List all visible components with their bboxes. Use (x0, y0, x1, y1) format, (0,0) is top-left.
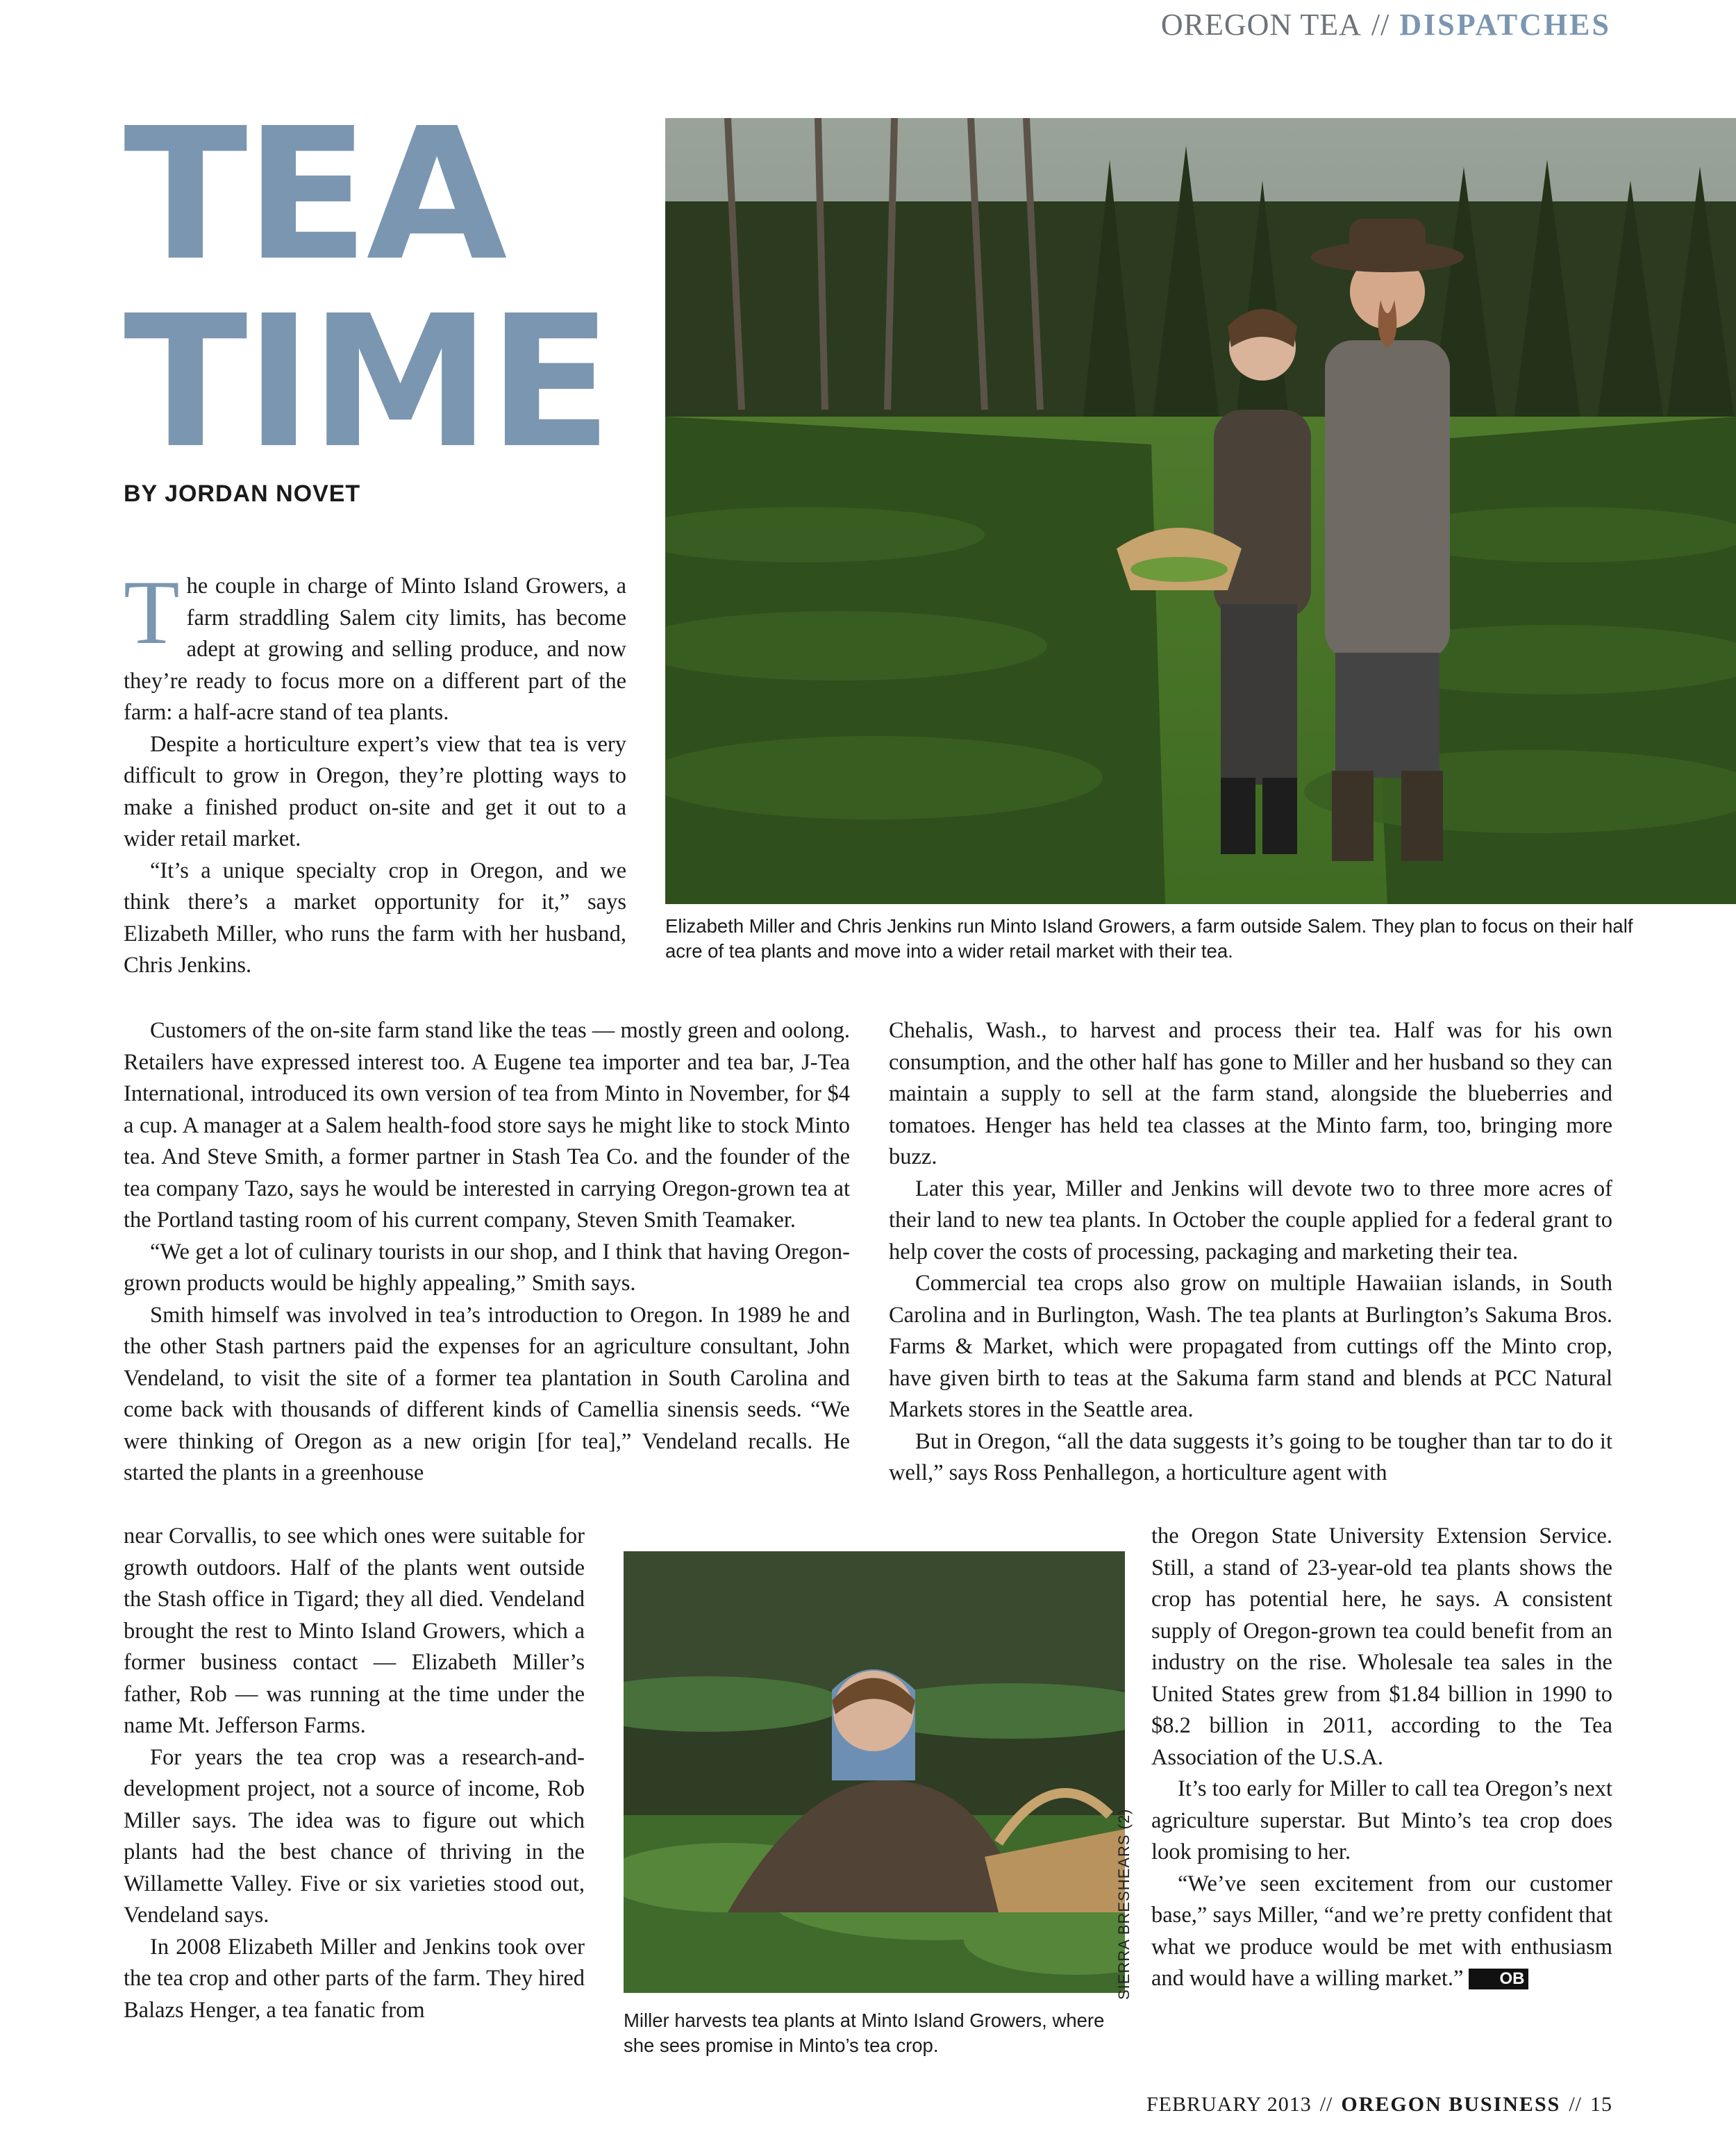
article-paragraph-r3: Commercial tea crops also grow on multiple Hawaiian islands, in South Carolina and in Burlington, Wash. The tea plants at Burlington’s Sakuma Bros. Farms & Market, which were propagated from cuttings off the Minto crop, have given birth to teas at the Sakuma farm stand and blends at PCC Natural Markets stores in the Seattle area. (889, 1271, 1612, 1422)
article-paragraph-3: “It’s a unique specialty crop in Oregon, and we think there’s a market opportunity for it,” says Elizabeth Miller, who runs the farm with her husband, Chris Jenkins. (124, 858, 626, 978)
headline-line-1: TEA (124, 89, 505, 301)
main-photo-couple-in-tea-field (665, 118, 1736, 904)
headline-line-2: TIME (124, 276, 610, 488)
main-photo-caption: Elizabeth Miller and Chris Jenkins run Minto Island Growers, a farm outside Salem. They plan to focus on their half acre of tea plants and move into a wider retail market with their tea. (665, 915, 1633, 962)
article-paragraph-7: For years the tea crop was a research-and-development project, not a source of income, Rob Miller says. The idea was to figure out which plants had the best chance of thriving in the Willamette Valley. Five or six varieties stood out, Vendeland says. (124, 1744, 585, 1928)
footer-separator-1: // (1319, 2093, 1333, 2116)
section-name: OREGON TEA (1160, 8, 1362, 42)
article-paragraph-r6 (1151, 1869, 1612, 1995)
footer-separator-2: // (1569, 2093, 1582, 2116)
second-photo-caption: Miller harvests tea plants at Minto Island Growers, where she sees promise in Minto’s tea crop. (624, 2010, 1105, 2056)
article-paragraph-2: Despite a horticulture expert’s view that tea is very difficult to grow in Oregon, they’re plotting ways to make a finished product on-site and get it out to a wider retail market. (124, 731, 626, 851)
article-paragraph-6: Smith himself was involved in tea’s introduction to Oregon. In 1989 he and the other Stash partners paid the expenses for an agriculture consultant, John Vendeland, to visit the site of a former tea plantation in South Carolina and come back with thousands of different kinds of Camellia sinensis seeds. “We were thinking of Oregon as a new origin [for tea],” Vendeland recalls. He started the plants in a greenhouse (124, 1302, 850, 1485)
article-column-middle-left (124, 1015, 850, 1489)
article-paragraph-8: In 2008 Elizabeth Miller and Jenkins took over the tea crop and other parts of the farm. They hired Balazs Henger, a tea fanatic from (124, 1934, 585, 2023)
article-paragraph-r4-continued: the Oregon State University Extension Service. Still, a stand of 23-year-old tea plants shows the crop has potential here, he says. A consistent supply of Oregon-grown tea could benefit from an industry on the rise. Wholesale tea sales in the United States grew from $1.84 billion in 1990 to $8.2 billion in 2011, according to the Tea Association of the U.S.A. (1151, 1523, 1612, 1770)
second-photo-illustration (624, 1551, 1125, 1993)
byline: BY JORDAN NOVET (124, 481, 361, 507)
drop-cap: T (124, 561, 180, 663)
article-paragraph-1 (124, 561, 626, 729)
paragraph-1-text: he couple in charge of Minto Island Growers, a farm straddling Salem city limits, has become adept at growing and selling produce, and now they’re ready to focus more on a different part of the farm: a half-acre stand of tea plants. (124, 574, 626, 725)
article-paragraph-r4: But in Oregon, “all the data suggests it’s going to be tougher than tar to do it well,” says Ross Penhallegon, a horticulture agent with (889, 1428, 1612, 1485)
second-photo-harvesting-tea (624, 1551, 1125, 1993)
article-paragraph-r2: Later this year, Miller and Jenkins will devote two to three more acres of their land to new tea plants. In October the couple applied for a federal grant to help cover the costs of processing, packaging and marketing their tea. (889, 1176, 1612, 1264)
closing-quote: “We’ve seen excitement from our customer base,” says Miller, “and we’re pretty confident that what we produce would be met with enthusiasm and would have a willing market.” (1151, 1871, 1612, 1991)
page-number: 15 (1590, 2093, 1612, 2116)
page-footer (1146, 2093, 1612, 2117)
article-paragraph-6-continued: near Corvallis, to see which ones were suitable for growth outdoors. Half of the plants went outside the Stash office in Tigard; they all died. Vendeland brought the rest to Minto Island Growers, which a former business contact — Elizabeth Miller’s father, Rob — was running at the time under the name Mt. Jefferson Farms. (124, 1523, 585, 1738)
article-column-bottom-left (124, 1521, 585, 2026)
section-header (1161, 7, 1611, 42)
article-column-middle-right (889, 1015, 1612, 1489)
article-column-top-left (124, 561, 626, 982)
article-paragraph-4: Customers of the on-site farm stand like the teas — mostly green and oolong. Retailers have expressed interest too. A Eugene tea importer and tea bar, J-Tea International, introduced its own version of tea from Minto in November, for $4 a cup. A manager at a Salem health-food store says he might like to stock Minto tea. And Steve Smith, a former partner in Stash Tea Co. and the founder of the tea company Tazo, says he would be interested in carrying Oregon-grown tea at the Portland tasting room of his current company, Steven Smith Teamaker. (124, 1018, 850, 1233)
article-column-bottom-right (1151, 1521, 1612, 1995)
main-photo-illustration (665, 118, 1736, 904)
article-paragraph-r5: It’s too early for Miller to call tea Oregon’s next agriculture superstar. But Minto’s tea crop does look promising to her. (1151, 1776, 1612, 1864)
magazine-name: OREGON BUSINESS (1341, 2093, 1561, 2116)
section-category: DISPATCHES (1399, 8, 1611, 42)
photo-credit: SIERRA BRESHEARS (2) (1115, 1808, 1133, 2000)
article-paragraph-5: “We get a lot of culinary tourists in our shop, and I think that having Oregon-grown products would be highly appealing,” Smith says. (124, 1239, 850, 1296)
end-mark-logo: OB (1469, 1969, 1528, 1989)
header-separator: // (1371, 8, 1390, 42)
article-paragraph-r1: Chehalis, Wash., to harvest and process their tea. Half was for his own consumption, and the other half has gone to Miller and her husband so they can maintain a supply to sell at the farm stand, alongside the blueberries and tomatoes. Henger has held tea classes at the Minto farm, too, bringing more buzz. (889, 1018, 1612, 1169)
issue-date: FEBRUARY 2013 (1146, 2093, 1312, 2116)
